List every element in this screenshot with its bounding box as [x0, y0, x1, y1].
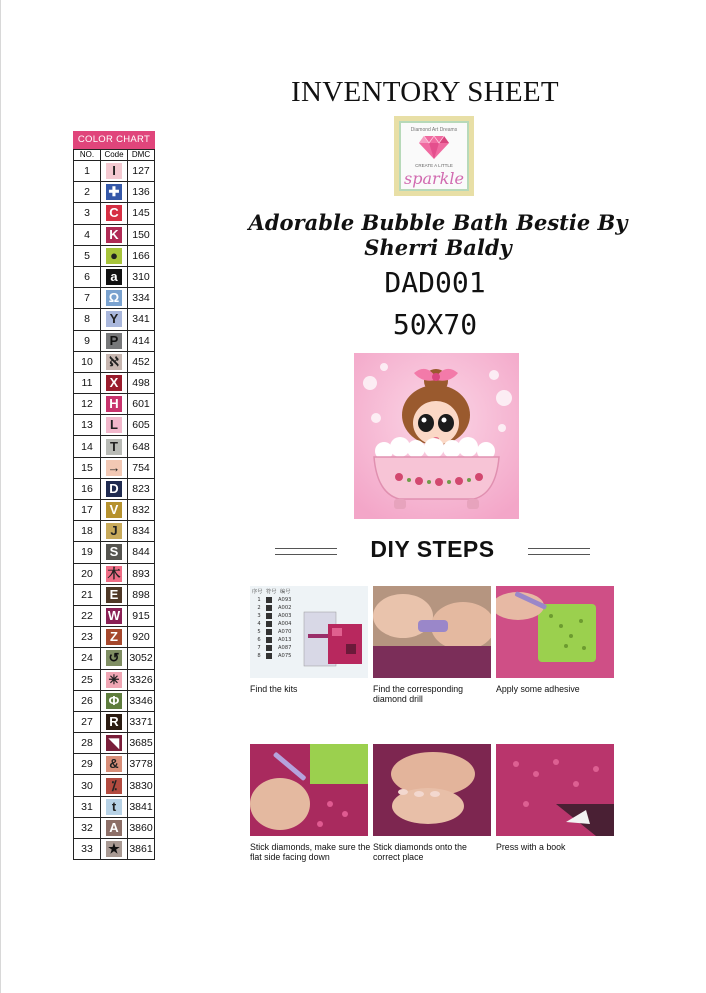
color-code-cell: [101, 521, 128, 542]
color-number: 18: [74, 521, 101, 542]
color-symbol: &: [106, 756, 122, 772]
dmc-number: 915: [128, 605, 155, 626]
dmc-number: 754: [128, 457, 155, 478]
color-code-cell: [101, 648, 128, 669]
color-code-cell: [101, 711, 128, 732]
color-chart-row: [74, 415, 155, 436]
dmc-number: 3861: [128, 839, 155, 860]
color-number: 28: [74, 733, 101, 754]
kit-row-code: A013: [278, 637, 292, 643]
color-symbol: ✚: [106, 184, 122, 200]
kit-row-code: A002: [278, 605, 292, 611]
hands-photo: [373, 586, 491, 678]
color-code-cell: [101, 627, 128, 648]
color-symbol: W: [107, 608, 121, 624]
kit-row-number: 4: [257, 621, 261, 627]
page-title: INVENTORY SHEET: [291, 76, 559, 108]
color-chart-head-row: [74, 150, 155, 161]
color-chart-row: [74, 330, 155, 351]
color-symbol: Ω: [106, 290, 122, 306]
step-press-with-book: [496, 744, 618, 852]
color-number: 30: [74, 775, 101, 796]
step-4-image: [250, 744, 368, 836]
color-chart-row: [74, 394, 155, 415]
dmc-number: 3860: [128, 817, 155, 838]
dmc-number: 823: [128, 478, 155, 499]
dmc-number: 166: [128, 245, 155, 266]
color-symbol: J: [106, 523, 122, 539]
color-number: 17: [74, 500, 101, 521]
step-3-image: [496, 586, 614, 678]
kit-row-number: 1: [257, 597, 261, 603]
kit-list: [252, 588, 294, 660]
color-code-cell: [101, 436, 128, 457]
color-number: 7: [74, 288, 101, 309]
color-code-cell: [101, 669, 128, 690]
color-chart-row: [74, 690, 155, 711]
dmc-number: 920: [128, 627, 155, 648]
kit-row-symbol: [266, 653, 272, 659]
step-find-kits: [250, 586, 372, 694]
color-code-cell: [101, 161, 128, 182]
color-code-cell: [101, 203, 128, 224]
color-code-cell: [101, 817, 128, 838]
dmc-number: 136: [128, 182, 155, 203]
color-chart-row: [74, 733, 155, 754]
step-3-caption: Apply some adhesive: [496, 684, 580, 694]
step-4-caption: Stick diamonds, make sure the flat side facing down: [250, 842, 371, 862]
color-symbol: ⁒: [106, 778, 122, 794]
step-2-image: [373, 586, 491, 678]
color-code-cell: [101, 457, 128, 478]
kit-row-symbol: [266, 645, 272, 651]
color-code-cell: [101, 584, 128, 605]
color-code-cell: [101, 309, 128, 330]
step-stick-flat-side: [250, 744, 372, 862]
color-number: 21: [74, 584, 101, 605]
placing-diamonds-photo: [373, 744, 491, 836]
kit-row-number: 6: [257, 637, 261, 643]
color-number: 16: [74, 478, 101, 499]
kit-row-number: 7: [257, 645, 261, 651]
kit-list-row: [252, 620, 294, 628]
color-code-cell: [101, 182, 128, 203]
color-symbol: P: [106, 333, 122, 349]
color-chart-table: [73, 149, 155, 860]
color-number: 24: [74, 648, 101, 669]
step-stick-correct-place: [373, 744, 495, 862]
color-symbol: R: [106, 714, 122, 730]
logo-brand-text: Diamond Art Dreams: [410, 127, 458, 133]
color-chart-row: [74, 839, 155, 860]
color-number: 32: [74, 817, 101, 838]
color-code-cell: [101, 775, 128, 796]
kit-row-code: A004: [278, 621, 292, 627]
color-chart-row: [74, 266, 155, 287]
color-chart-row: [74, 436, 155, 457]
color-code-cell: [101, 690, 128, 711]
color-number: 33: [74, 839, 101, 860]
dmc-number: 341: [128, 309, 155, 330]
color-chart-row: [74, 182, 155, 203]
color-number: 27: [74, 711, 101, 732]
artwork-title: Adorable Bubble Bath Bestie By Sherri Baldy: [248, 210, 628, 260]
color-number: 11: [74, 372, 101, 393]
color-chart-row: [74, 500, 155, 521]
color-code-cell: [101, 224, 128, 245]
diy-steps-heading: [275, 536, 590, 566]
color-code-cell: [101, 796, 128, 817]
kit-list-row: [252, 652, 294, 660]
color-chart-row: [74, 563, 155, 584]
color-chart-row: [74, 203, 155, 224]
dmc-number: 832: [128, 500, 155, 521]
color-chart-row: [74, 288, 155, 309]
color-chart-row: [74, 796, 155, 817]
color-code-cell: [101, 351, 128, 372]
dmc-number: 3841: [128, 796, 155, 817]
stick-diamonds-photo: [250, 744, 368, 836]
logo-sparkle-text: sparkle: [404, 169, 464, 188]
kit-list-row: [252, 628, 294, 636]
color-code-cell: [101, 394, 128, 415]
press-book-photo: [496, 744, 614, 836]
color-chart-body: [74, 161, 155, 860]
color-symbol: ●: [106, 248, 122, 264]
color-symbol: ⽊: [107, 565, 121, 581]
color-chart-row: [74, 669, 155, 690]
color-chart-row: [74, 351, 155, 372]
color-code-cell: [101, 415, 128, 436]
diy-steps-title: DIY STEPS: [370, 536, 495, 562]
dmc-number: 3052: [128, 648, 155, 669]
color-number: 4: [74, 224, 101, 245]
step-6-caption: Press with a book: [496, 842, 566, 852]
step-5-caption: Stick diamonds onto the correct place: [373, 842, 467, 862]
kit-row-code: A075: [278, 653, 292, 659]
color-number: 14: [74, 436, 101, 457]
col-header-dmc: DMC: [128, 150, 155, 161]
color-number: 19: [74, 542, 101, 563]
kit-row-symbol: [266, 629, 272, 635]
kit-row-code: A087: [278, 645, 292, 651]
color-symbol: ◥: [106, 735, 122, 751]
canvas-size: 50X70: [392, 308, 478, 341]
color-chart-row: [74, 754, 155, 775]
dmc-number: 3326: [128, 669, 155, 690]
color-number: 8: [74, 309, 101, 330]
color-chart-row: [74, 817, 155, 838]
color-chart-row: [74, 161, 155, 182]
dmc-number: 3778: [128, 754, 155, 775]
kit-row-symbol: [266, 597, 272, 603]
color-symbol: A: [106, 820, 122, 836]
color-symbol: K: [106, 227, 122, 243]
color-chart-row: [74, 627, 155, 648]
color-chart-row: [74, 711, 155, 732]
col-header-code: Code: [101, 150, 128, 161]
color-number: 1: [74, 161, 101, 182]
step-6-image: [496, 744, 614, 836]
color-chart-row: [74, 309, 155, 330]
dmc-number: 3346: [128, 690, 155, 711]
kit-row-number: 2: [257, 605, 261, 611]
color-symbol: E: [106, 587, 122, 603]
kit-list-header-cell: 编号: [280, 589, 291, 595]
color-number: 3: [74, 203, 101, 224]
color-symbol: Φ: [106, 693, 122, 709]
color-symbol: D: [106, 481, 122, 497]
color-number: 26: [74, 690, 101, 711]
kit-list-header: [252, 588, 294, 596]
color-chart-row: [74, 605, 155, 626]
color-chart: [73, 131, 155, 860]
color-number: 10: [74, 351, 101, 372]
color-code-cell: [101, 245, 128, 266]
kit-row-code: A093: [278, 597, 292, 603]
kit-row-symbol: [266, 621, 272, 627]
color-code-cell: [101, 754, 128, 775]
kit-list-row: [252, 612, 294, 620]
brand-logo: [394, 116, 474, 196]
color-symbol: X: [106, 375, 122, 391]
color-symbol: ✳: [106, 672, 122, 688]
color-number: 23: [74, 627, 101, 648]
color-code-cell: [101, 563, 128, 584]
dmc-number: 3830: [128, 775, 155, 796]
color-chart-row: [74, 457, 155, 478]
color-chart-row: [74, 224, 155, 245]
color-number: 25: [74, 669, 101, 690]
color-symbol: Y: [106, 311, 122, 327]
color-code-cell: [101, 372, 128, 393]
dmc-number: 3371: [128, 711, 155, 732]
color-symbol: V: [106, 502, 122, 518]
step-apply-adhesive: [496, 586, 618, 694]
dmc-number: 605: [128, 415, 155, 436]
color-symbol: H: [106, 396, 122, 412]
color-symbol: L: [106, 417, 122, 433]
dmc-number: 145: [128, 203, 155, 224]
color-number: 13: [74, 415, 101, 436]
kit-row-symbol: [266, 605, 272, 611]
dmc-number: 834: [128, 521, 155, 542]
step-1-caption: Find the kits: [250, 684, 298, 694]
kit-list-row: [252, 604, 294, 612]
kit-bag-icon: [302, 604, 366, 674]
color-code-cell: [101, 733, 128, 754]
product-code: DAD001: [384, 266, 486, 299]
adhesive-photo: [496, 586, 614, 678]
color-symbol: S: [106, 544, 122, 560]
color-code-cell: [101, 288, 128, 309]
color-number: 31: [74, 796, 101, 817]
color-symbol: a: [106, 269, 122, 285]
col-header-no: NO.: [74, 150, 101, 161]
kit-row-number: 5: [257, 629, 261, 635]
color-number: 12: [74, 394, 101, 415]
color-chart-row: [74, 775, 155, 796]
color-symbol: →: [107, 459, 121, 475]
color-chart-row: [74, 584, 155, 605]
dmc-number: 3685: [128, 733, 155, 754]
color-number: 9: [74, 330, 101, 351]
color-chart-row: [74, 245, 155, 266]
dmc-number: 452: [128, 351, 155, 372]
color-number: 20: [74, 563, 101, 584]
kit-list-row: [252, 644, 294, 652]
logo-tagline: CREATE A LITTLE: [415, 163, 453, 168]
step-5-image: [373, 744, 491, 836]
diy-right-rule: [528, 548, 590, 555]
step-find-drill: [373, 586, 495, 704]
color-symbol: ℵ: [106, 354, 122, 370]
color-chart-row: [74, 372, 155, 393]
color-symbol: I: [106, 163, 122, 179]
color-code-cell: [101, 839, 128, 860]
dmc-number: 310: [128, 266, 155, 287]
dmc-number: 898: [128, 584, 155, 605]
color-code-cell: [101, 478, 128, 499]
kit-row-code: A070: [278, 629, 292, 635]
step-1-image: [250, 586, 368, 678]
diamond-icon: [418, 134, 450, 160]
dmc-number: 127: [128, 161, 155, 182]
page-edge-line: [0, 0, 1, 993]
color-chart-header: COLOR CHART: [73, 131, 155, 149]
kit-list-header-cell: 序号: [252, 589, 263, 595]
dmc-number: 150: [128, 224, 155, 245]
color-chart-row: [74, 648, 155, 669]
color-symbol: Z: [106, 629, 122, 645]
color-number: 29: [74, 754, 101, 775]
color-symbol: ★: [106, 841, 122, 857]
kit-list-row: [252, 596, 294, 604]
kit-row-number: 3: [257, 613, 261, 619]
kit-row-symbol: [266, 613, 272, 619]
color-number: 15: [74, 457, 101, 478]
dmc-number: 844: [128, 542, 155, 563]
dmc-number: 498: [128, 372, 155, 393]
color-chart-row: [74, 478, 155, 499]
artwork-preview-image: [354, 353, 519, 519]
color-number: 2: [74, 182, 101, 203]
dmc-number: 893: [128, 563, 155, 584]
dmc-number: 334: [128, 288, 155, 309]
color-symbol: T: [106, 439, 122, 455]
dmc-number: 414: [128, 330, 155, 351]
color-code-cell: [101, 330, 128, 351]
dmc-number: 601: [128, 394, 155, 415]
color-code-cell: [101, 266, 128, 287]
step-2-caption: Find the corresponding diamond drill: [373, 684, 463, 704]
color-number: 5: [74, 245, 101, 266]
kit-row-number: 8: [257, 653, 261, 659]
color-symbol: t: [106, 799, 122, 815]
color-code-cell: [101, 605, 128, 626]
color-chart-row: [74, 542, 155, 563]
color-code-cell: [101, 500, 128, 521]
dmc-number: 648: [128, 436, 155, 457]
kit-row-code: A003: [278, 613, 292, 619]
kit-list-header-cell: 符号: [266, 589, 277, 595]
color-number: 6: [74, 266, 101, 287]
color-chart-row: [74, 521, 155, 542]
color-code-cell: [101, 542, 128, 563]
kit-row-symbol: [266, 637, 272, 643]
color-symbol: ↺: [106, 650, 122, 666]
color-symbol: C: [106, 205, 122, 221]
color-number: 22: [74, 605, 101, 626]
kit-list-row: [252, 636, 294, 644]
